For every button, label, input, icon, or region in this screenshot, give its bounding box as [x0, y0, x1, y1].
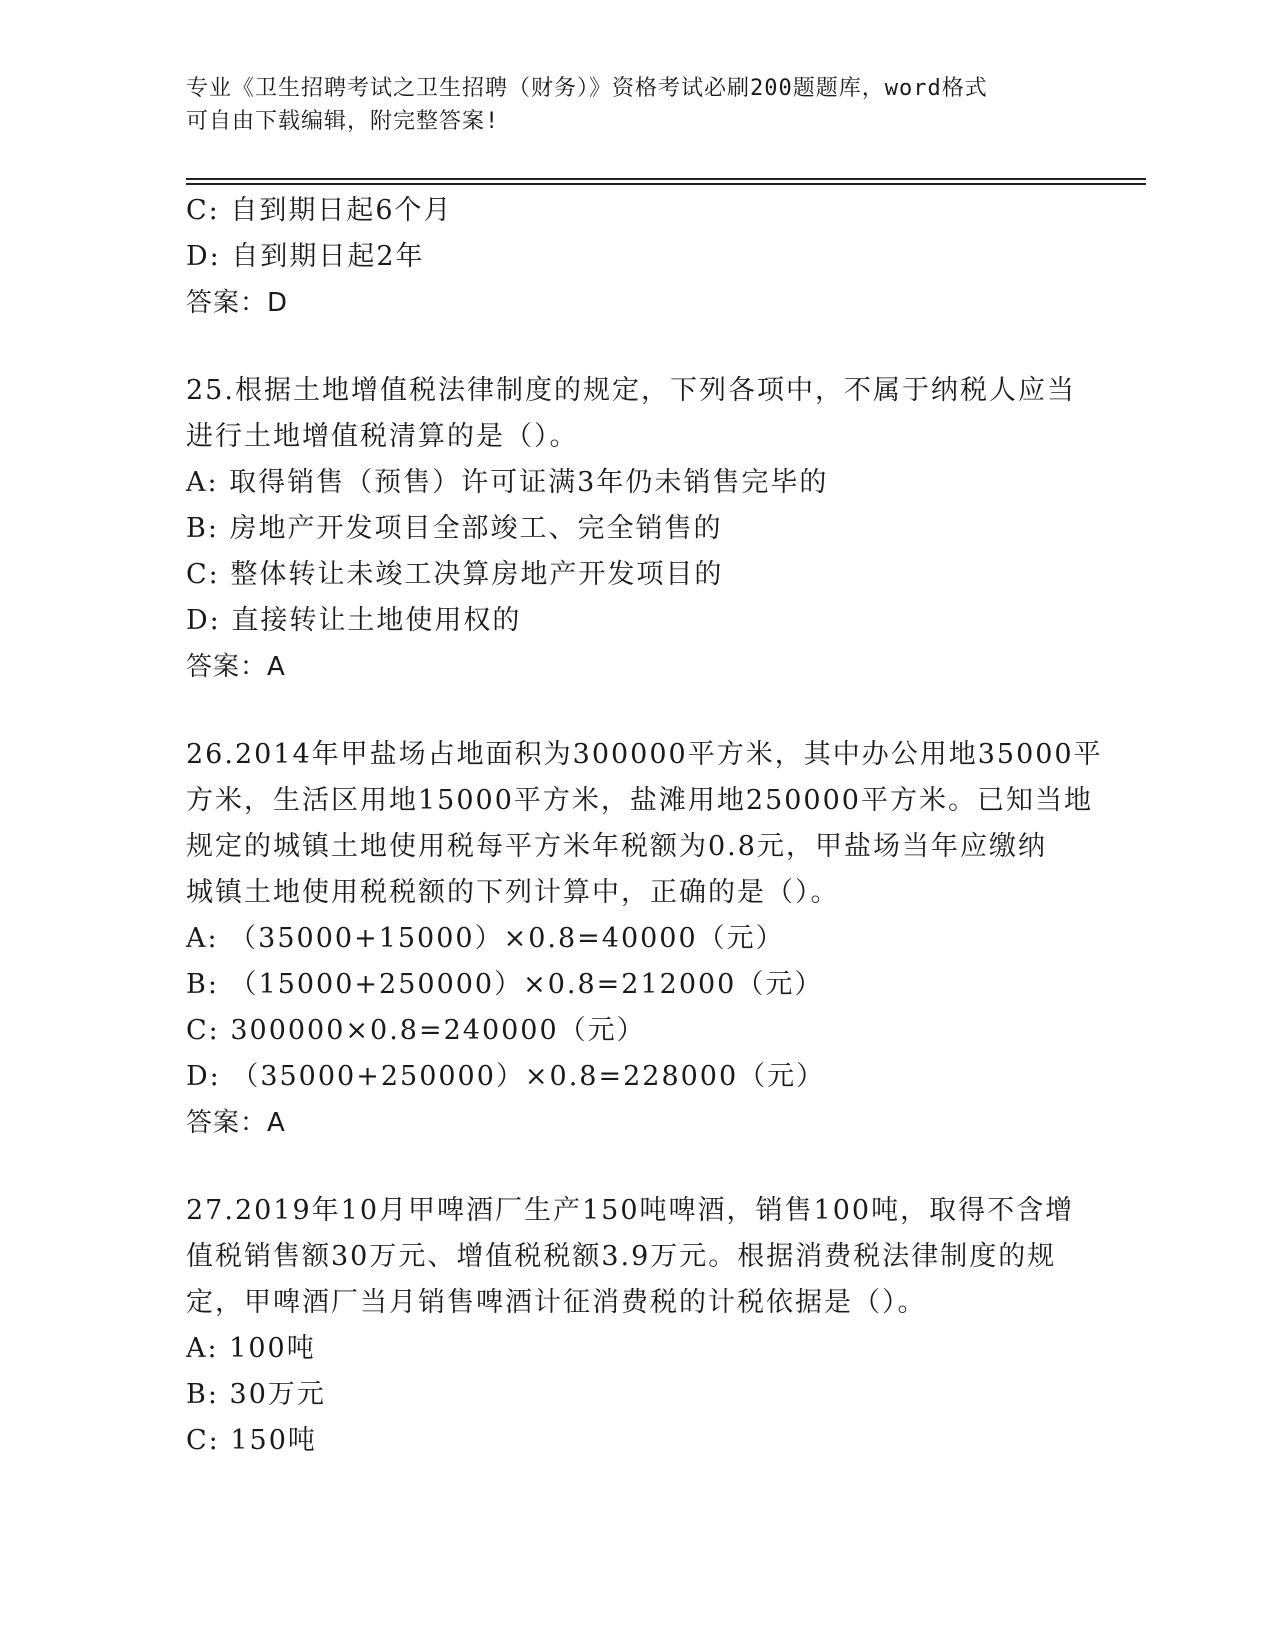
- q26-stem-line-4: 城镇土地使用税税额的下列计算中，正确的是（）。: [186, 877, 840, 908]
- q25-option-b: B: 房地产开发项目全部竣工、完全销售的: [186, 513, 723, 544]
- q27-stem-line-1: 27.2019年10月甲啤酒厂生产150吨啤酒，销售100吨，取得不含增: [186, 1195, 1075, 1226]
- q25-option-a: A: 取得销售（预售）许可证满3年仍未销售完毕的: [186, 467, 829, 498]
- q26-stem-line-3: 规定的城镇土地使用税每平方米年税额为0.8元，甲盐场当年应缴纳: [186, 831, 1047, 862]
- question-content: [186, 188, 1103, 1464]
- q26-stem-line-1: 26.2014年甲盐场占地面积为300000平方米，其中办公用地35000平: [186, 739, 1103, 770]
- q27-option-b: B: 30万元: [186, 1379, 326, 1410]
- q26-answer: 答案：A: [186, 1108, 286, 1138]
- document-header: [186, 72, 1066, 138]
- q24-option-d: D: 自到期日起2年: [186, 241, 425, 272]
- q27-stem-line-2: 值税销售额30万元、增值税税额3.9万元。根据消费税法律制度的规: [186, 1241, 1057, 1272]
- q26-option-c: C: 300000×0.8=240000（元）: [186, 1015, 646, 1046]
- spacer: [186, 1146, 1086, 1188]
- q25-stem-line-1: 25.根据土地增值税法律制度的规定，下列各项中，不属于纳税人应当: [186, 375, 1076, 406]
- q24-answer: 答案：D: [186, 288, 289, 318]
- q24-option-c: C: 自到期日起6个月: [186, 195, 453, 226]
- q25-option-d: D: 直接转让土地使用权的: [186, 605, 522, 636]
- q26-option-a: A: （35000+15000）×0.8=40000（元）: [186, 923, 785, 954]
- header-line-2: 可自由下载编辑，附完整答案!: [186, 109, 500, 134]
- q27-option-c: C: 150吨: [186, 1425, 317, 1456]
- header-line-1: 专业《卫生招聘考试之卫生招聘（财务）》资格考试必刷200题题库，word格式: [186, 76, 988, 101]
- q25-answer: 答案：A: [186, 652, 286, 682]
- q26-option-d: D: （35000+250000）×0.8=228000（元）: [186, 1061, 826, 1092]
- q26-option-b: B: （15000+250000）×0.8=212000（元）: [186, 969, 824, 1000]
- q25-stem-line-2: 进行土地增值税清算的是（）。: [186, 421, 579, 452]
- q27-stem-line-3: 定，甲啤酒厂当月销售啤酒计征消费税的计税依据是（）。: [186, 1287, 927, 1318]
- spacer: [186, 326, 1086, 368]
- q27-option-a: A: 100吨: [186, 1333, 316, 1364]
- header-divider-bottom: [186, 183, 1146, 185]
- q26-stem-line-2: 方米，生活区用地15000平方米，盐滩用地250000平方米。已知当地: [186, 785, 1093, 816]
- header-divider-top: [186, 178, 1146, 180]
- q25-option-c: C: 整体转让未竣工决算房地产开发项目的: [186, 559, 724, 590]
- spacer: [186, 690, 1086, 732]
